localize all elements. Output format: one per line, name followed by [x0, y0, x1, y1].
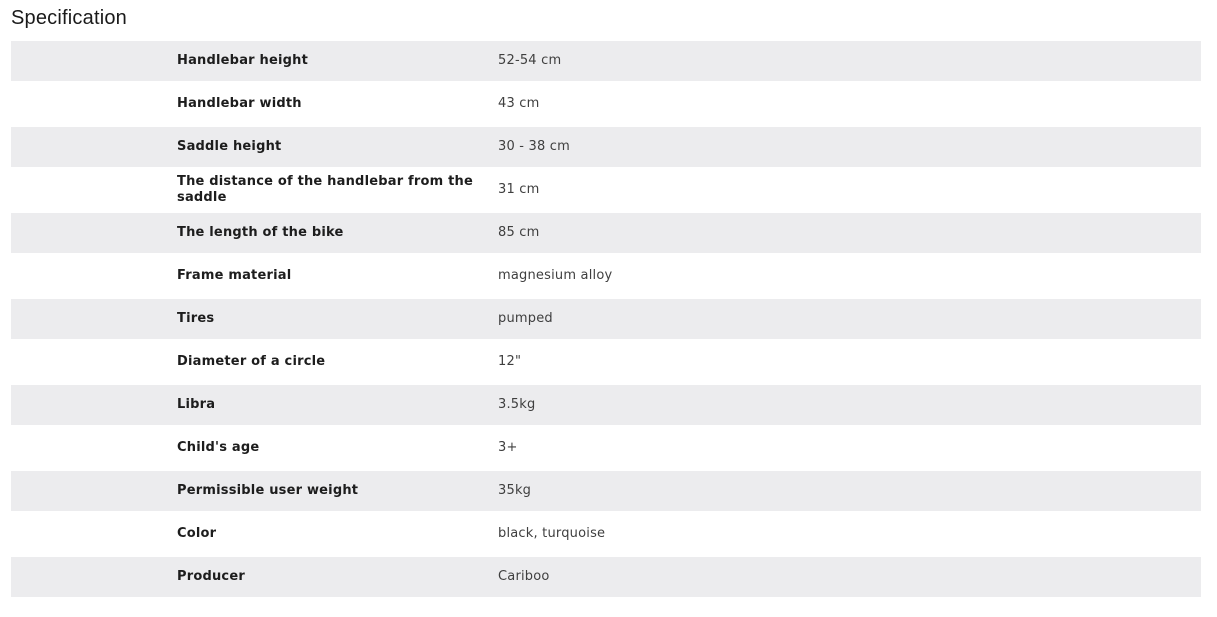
spec-row — [11, 342, 1201, 382]
spec-label: Handlebar height — [177, 53, 309, 69]
spec-value: 12" — [498, 354, 522, 370]
spec-row — [11, 127, 1201, 167]
spec-label: Frame material — [177, 268, 292, 284]
spec-value: 35kg — [498, 483, 532, 499]
section-title: Specification — [11, 7, 127, 29]
spec-row — [11, 299, 1201, 339]
spec-row — [11, 213, 1201, 253]
spec-label: Child's age — [177, 440, 260, 456]
spec-value: Cariboo — [498, 569, 550, 585]
spec-label: Handlebar width — [177, 96, 302, 112]
spec-label: The distance of the handlebar from the saddle — [177, 174, 474, 205]
spec-row — [11, 471, 1201, 511]
spec-value: magnesium alloy — [498, 268, 613, 284]
spec-value: 3.5kg — [498, 397, 536, 413]
spec-row — [11, 385, 1201, 425]
spec-row — [11, 170, 1201, 210]
spec-value: 85 cm — [498, 225, 540, 241]
spec-label: Tires — [177, 311, 215, 327]
spec-row — [11, 84, 1201, 124]
spec-row — [11, 428, 1201, 468]
spec-value: 43 cm — [498, 96, 540, 112]
spec-value: 52-54 cm — [498, 53, 562, 69]
spec-value: 3+ — [498, 440, 518, 456]
spec-row — [11, 514, 1201, 554]
spec-label: Producer — [177, 569, 245, 585]
spec-row — [11, 557, 1201, 597]
spec-value: 30 - 38 cm — [498, 139, 570, 155]
spec-value: pumped — [498, 311, 553, 327]
spec-label: Saddle height — [177, 139, 282, 155]
specification-table — [11, 41, 1201, 600]
spec-label: Permissible user weight — [177, 483, 359, 499]
spec-label: Libra — [177, 397, 216, 413]
spec-row — [11, 256, 1201, 296]
spec-label: Diameter of a circle — [177, 354, 326, 370]
spec-label: Color — [177, 526, 217, 542]
spec-row — [11, 41, 1201, 81]
spec-label: The length of the bike — [177, 225, 344, 241]
spec-value: black, turquoise — [498, 526, 606, 542]
spec-value: 31 cm — [498, 182, 540, 198]
